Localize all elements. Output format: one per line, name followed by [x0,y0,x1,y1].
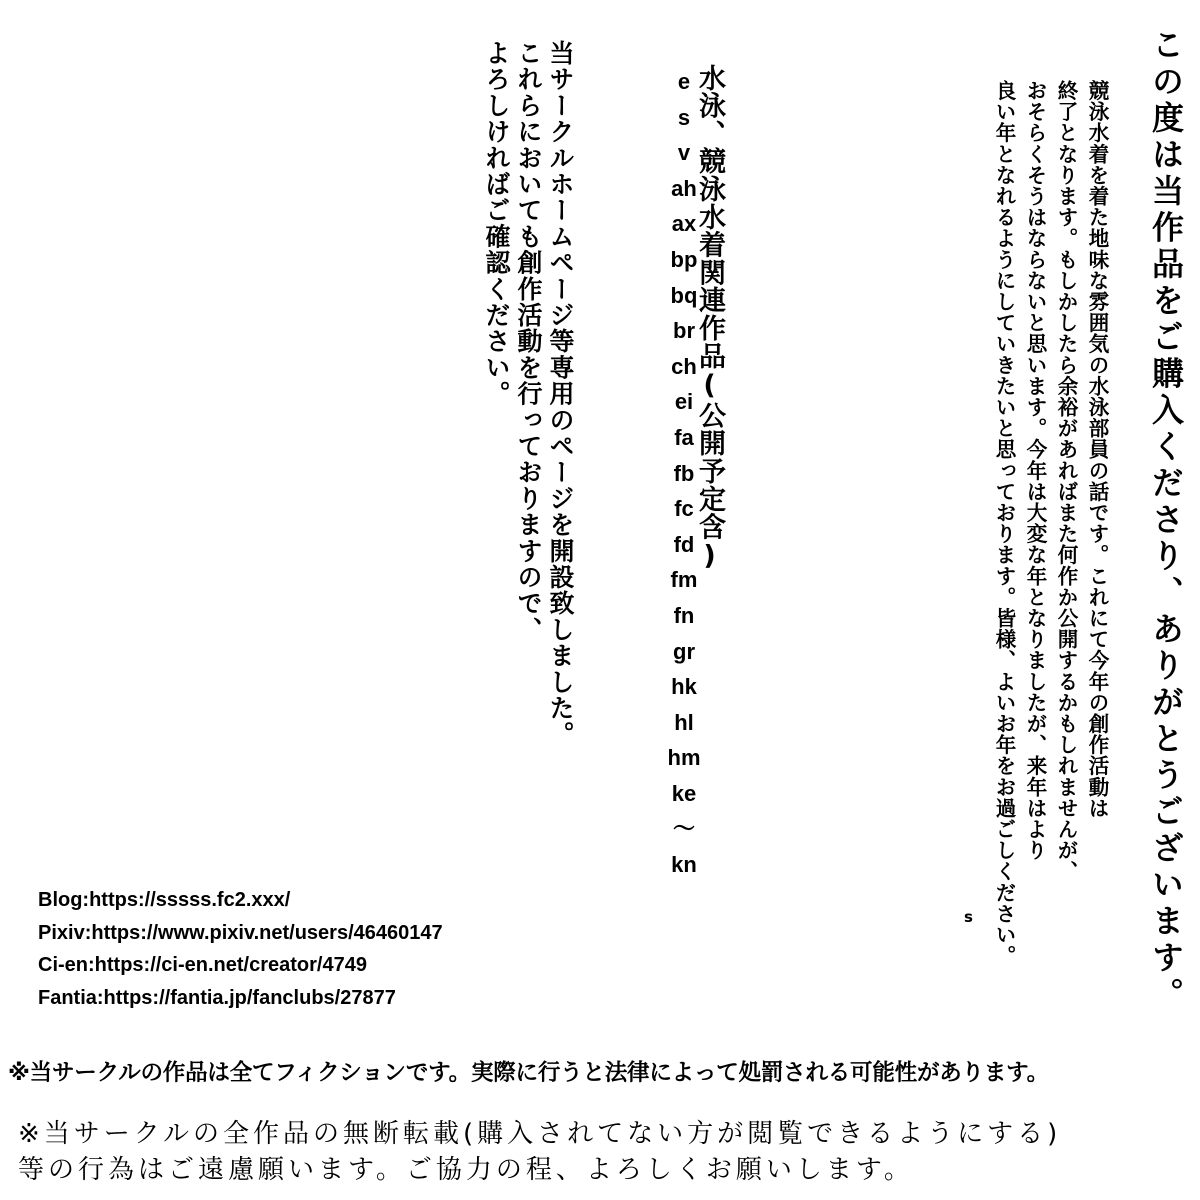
related-works-heading: 水泳、競泳水着関連作品(公開予定含) [694,64,725,573]
ci-en-link[interactable]: Ci-en:https://ci-en.net/creator/4749 [38,954,367,976]
thanks-heading: この度は当作品をご購入くださり、ありがとうございます。 [1147,28,1185,1014]
reprint-notice-line-1: ※当サークルの全作品の無断転載(購入されてない方が閲覧できるようにする) [18,1119,1062,1149]
reprint-notice [18,1116,1061,1188]
code-item: e [677,69,691,94]
code-item: fa [674,424,694,450]
message-paragraph [988,80,1112,966]
code-item: fd [673,531,695,557]
code-item: hm [667,745,701,771]
code-item: gr [673,638,695,664]
blog-link[interactable]: Blog:https://sssss.fc2.xxx/ [38,889,291,911]
code-item: fn [673,602,695,628]
related-works-code-list [648,64,720,883]
message-line-4: 良い年となれるようにしていきたいと思っております。皆様、よいお年をお過ごしください。 [992,80,1016,967]
code-item: v [677,140,691,166]
link-list [38,884,443,1014]
fantia-link[interactable]: Fantia:https://fantia.jp/fanclubs/27877 [38,986,396,1009]
message-signature: s [964,908,973,926]
code-item: ei [674,389,694,415]
code-item: bq [670,282,698,308]
code-item: hk [671,674,697,700]
homepage-line-1: 当サークルホームページ等専用のページを開設致しました。 [546,40,575,748]
homepage-line-3: よろしければご確認ください。 [482,40,511,407]
code-item: bp [670,246,698,272]
message-line-3: おそらくそうはならないと思います。今年は大変な年となりましたが、来年はより [1023,80,1047,861]
code-item: hl [674,709,694,735]
code-item: fb [673,460,695,486]
code-item: br [673,318,695,344]
code-item: kn [671,852,697,878]
code-item: ah [671,175,697,201]
code-item: fm [670,567,698,593]
message-line-2: 終了となります。もしかしたら余裕があればまた何作か公開するかもしれませんが、 [1054,80,1078,882]
code-item: fc [674,496,694,522]
code-item: ke [671,780,697,806]
code-item: s [677,104,691,130]
pixiv-link[interactable]: Pixiv:https://www.pixiv.net/users/46460147 [38,921,443,944]
code-item: ch [671,353,697,379]
code-range-tilde: ～ [672,816,695,842]
homepage-announcement [480,40,576,747]
message-line-1: 競泳水着を着た地味な雰囲気の水泳部員の話です。これにて今年の創作活動は [1085,80,1109,819]
fiction-notice: ※当サークルの作品は全てフィクションです。実際に行うと法律によって処罰される可能性があります。 [8,1060,1049,1086]
homepage-line-2: これらにおいても創作活動を行っておりますので、 [514,40,543,643]
reprint-notice-line-2: 等の行為はご遠慮願います。ご協力の程、よろしくお願いします。 [18,1155,914,1185]
code-item: ax [671,211,697,237]
